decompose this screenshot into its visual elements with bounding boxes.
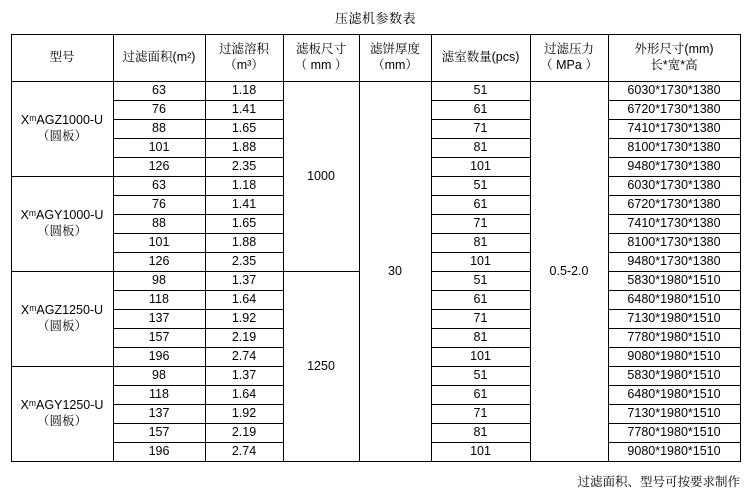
header-plate-size-unit: （ mm ） [294, 58, 348, 72]
cell-filter-area: 157 [113, 329, 205, 348]
header-filter-area-label: 过滤面积(m²) [122, 50, 196, 65]
cell-filter-volume: 1.92 [205, 310, 283, 329]
header-model [11, 35, 113, 82]
cell-chamber-count: 51 [431, 367, 530, 386]
cell-filter-pressure: 0.5-2.0 [530, 82, 608, 462]
cell-chamber-count: 61 [431, 101, 530, 120]
cell-chamber-count: 51 [431, 177, 530, 196]
table-row [11, 82, 740, 101]
cell-filter-area: 157 [113, 424, 205, 443]
cell-filter-volume: 1.64 [205, 386, 283, 405]
cell-overall-dimensions: 7780*1980*1510 [608, 424, 740, 443]
table-header [11, 35, 740, 82]
cell-filter-area: 137 [113, 405, 205, 424]
table-header-row [11, 35, 740, 82]
cell-filter-volume: 1.41 [205, 101, 283, 120]
cell-filter-volume: 1.88 [205, 234, 283, 253]
cell-filter-volume: 1.65 [205, 120, 283, 139]
cell-filter-volume: 1.92 [205, 405, 283, 424]
cell-filter-area: 98 [113, 272, 205, 291]
cell-chamber-count: 61 [431, 291, 530, 310]
cell-plate-size: 1250 [283, 272, 359, 462]
cell-model [11, 272, 113, 367]
cell-filter-volume: 1.18 [205, 82, 283, 101]
cell-chamber-count: 101 [431, 443, 530, 462]
cell-chamber-count: 81 [431, 234, 530, 253]
cell-overall-dimensions: 7130*1980*1510 [608, 405, 740, 424]
cell-model [11, 82, 113, 177]
header-filter-volume-label: 过滤溶积 [218, 42, 269, 57]
cell-overall-dimensions: 9080*1980*1510 [608, 348, 740, 367]
cell-filter-volume: 1.37 [205, 272, 283, 291]
cell-model [11, 177, 113, 272]
cell-filter-area: 63 [113, 177, 205, 196]
cell-filter-volume: 1.41 [205, 196, 283, 215]
header-filter-area [113, 35, 205, 82]
cell-filter-volume: 1.88 [205, 139, 283, 158]
cell-filter-area: 88 [113, 215, 205, 234]
cell-chamber-count: 51 [431, 272, 530, 291]
cell-filter-area: 126 [113, 253, 205, 272]
header-cake-thickness-unit: （mm） [372, 58, 418, 72]
model-name: XᵐAGZ1250-U [20, 303, 104, 318]
cell-filter-area: 118 [113, 386, 205, 405]
cell-filter-area: 98 [113, 367, 205, 386]
cell-overall-dimensions: 6480*1980*1510 [608, 386, 740, 405]
cell-filter-area: 196 [113, 348, 205, 367]
cell-overall-dimensions: 9080*1980*1510 [608, 443, 740, 462]
cell-overall-dimensions: 5830*1980*1510 [608, 272, 740, 291]
cell-chamber-count: 71 [431, 215, 530, 234]
cell-filter-area: 76 [113, 101, 205, 120]
model-note: （圆板） [36, 129, 87, 143]
page-title: 压滤机参数表 [334, 11, 416, 26]
cell-overall-dimensions: 7780*1980*1510 [608, 329, 740, 348]
cell-chamber-count: 51 [431, 82, 530, 101]
cell-chamber-count: 101 [431, 158, 530, 177]
header-overall-dimensions-sub: 长*宽*高 [650, 58, 698, 72]
header-plate-size-label: 滤板尺寸 [295, 42, 346, 57]
model-note: （圆板） [36, 224, 87, 238]
cell-filter-volume: 2.74 [205, 348, 283, 367]
cell-overall-dimensions: 6480*1980*1510 [608, 291, 740, 310]
cell-filter-area: 126 [113, 158, 205, 177]
specification-table [11, 34, 741, 462]
header-filter-pressure-label: 过滤压力 [543, 42, 594, 57]
cell-filter-volume: 2.35 [205, 253, 283, 272]
cell-filter-area: 118 [113, 291, 205, 310]
cell-filter-volume: 2.35 [205, 158, 283, 177]
cell-chamber-count: 81 [431, 139, 530, 158]
cell-filter-area: 101 [113, 234, 205, 253]
cell-filter-area: 88 [113, 120, 205, 139]
cell-chamber-count: 81 [431, 424, 530, 443]
cell-filter-volume: 2.19 [205, 424, 283, 443]
cell-filter-area: 63 [113, 82, 205, 101]
cell-filter-area: 196 [113, 443, 205, 462]
cell-chamber-count: 101 [431, 253, 530, 272]
cell-overall-dimensions: 9480*1730*1380 [608, 253, 740, 272]
header-overall-dimensions-label: 外形尺寸(mm) [634, 42, 714, 57]
model-name: XᵐAGZ1000-U [20, 113, 104, 128]
header-overall-dimensions [608, 35, 740, 82]
cell-plate-size: 1000 [283, 82, 359, 272]
model-name: XᵐAGY1000-U [20, 208, 104, 223]
cell-chamber-count: 81 [431, 329, 530, 348]
cell-chamber-count: 71 [431, 120, 530, 139]
cell-filter-volume: 1.18 [205, 177, 283, 196]
header-filter-pressure-unit: （ MPa ） [540, 58, 598, 72]
cell-model [11, 367, 113, 462]
header-filter-volume-unit: （m³） [224, 58, 264, 72]
cell-chamber-count: 61 [431, 196, 530, 215]
cell-chamber-count: 61 [431, 386, 530, 405]
cell-filter-area: 76 [113, 196, 205, 215]
cell-filter-volume: 1.37 [205, 367, 283, 386]
model-note: （圆板） [36, 414, 87, 428]
header-cake-thickness [359, 35, 431, 82]
cell-filter-area: 137 [113, 310, 205, 329]
cell-overall-dimensions: 8100*1730*1380 [608, 234, 740, 253]
table-body [11, 82, 740, 462]
table-footnote: 过滤面积、型号可按要求制作 [577, 475, 740, 489]
cell-overall-dimensions: 8100*1730*1380 [608, 139, 740, 158]
cell-overall-dimensions: 7130*1980*1510 [608, 310, 740, 329]
cell-overall-dimensions: 9480*1730*1380 [608, 158, 740, 177]
header-filter-pressure [530, 35, 608, 82]
cell-overall-dimensions: 6720*1730*1380 [608, 196, 740, 215]
model-name: XᵐAGY1250-U [20, 398, 104, 413]
cell-filter-area: 101 [113, 139, 205, 158]
cell-cake-thickness: 30 [359, 82, 431, 462]
cell-overall-dimensions: 7410*1730*1380 [608, 120, 740, 139]
header-chamber-count-label: 滤室数量(pcs) [441, 50, 520, 65]
cell-filter-volume: 1.64 [205, 291, 283, 310]
cell-filter-volume: 2.19 [205, 329, 283, 348]
header-filter-volume [205, 35, 283, 82]
header-chamber-count [431, 35, 530, 82]
model-note: （圆板） [36, 319, 87, 333]
cell-filter-volume: 1.65 [205, 215, 283, 234]
header-model-label: 型号 [49, 50, 75, 65]
cell-overall-dimensions: 6030*1730*1380 [608, 177, 740, 196]
cell-overall-dimensions: 6720*1730*1380 [608, 101, 740, 120]
cell-chamber-count: 71 [431, 405, 530, 424]
cell-chamber-count: 71 [431, 310, 530, 329]
cell-overall-dimensions: 7410*1730*1380 [608, 215, 740, 234]
header-plate-size [283, 35, 359, 82]
header-cake-thickness-label: 滤饼厚度 [369, 42, 420, 57]
cell-chamber-count: 101 [431, 348, 530, 367]
cell-filter-volume: 2.74 [205, 443, 283, 462]
cell-overall-dimensions: 6030*1730*1380 [608, 82, 740, 101]
cell-overall-dimensions: 5830*1980*1510 [608, 367, 740, 386]
